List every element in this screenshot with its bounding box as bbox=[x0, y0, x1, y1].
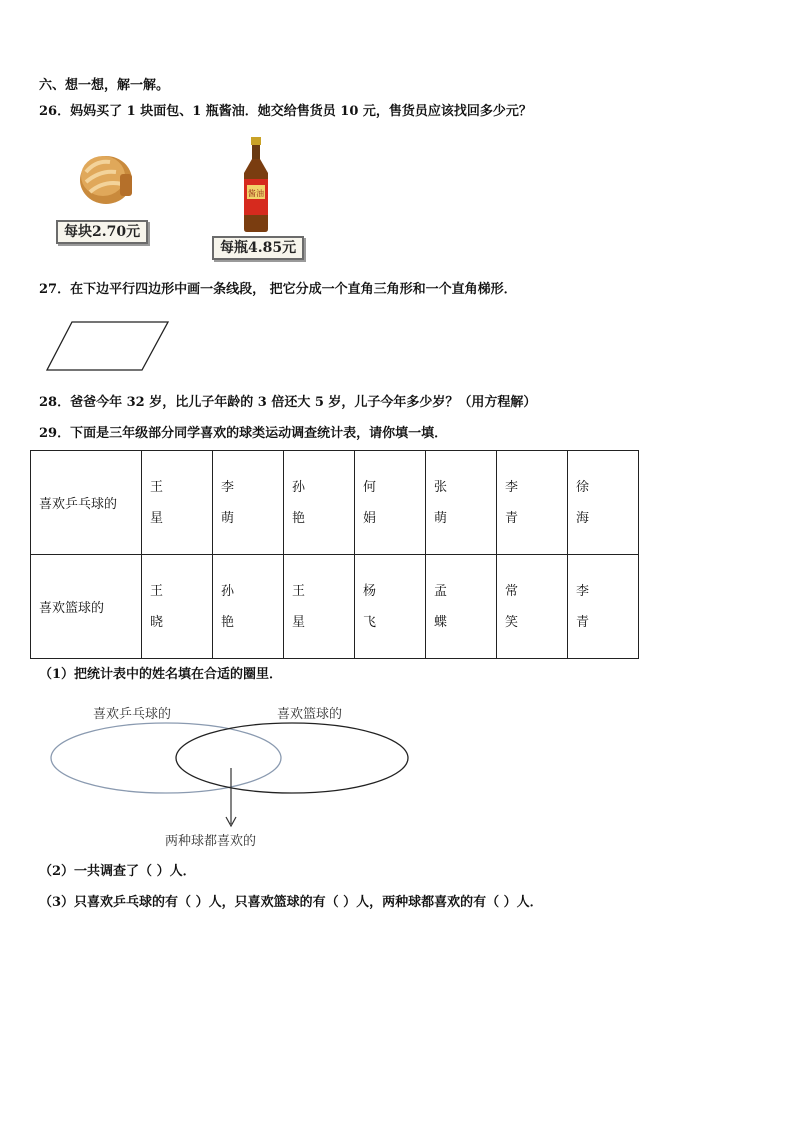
name-cell: 王 星 bbox=[142, 451, 213, 555]
name-cell: 孙 艳 bbox=[284, 451, 355, 555]
soy-bottle-label: 酱油 bbox=[248, 189, 264, 198]
name-cell: 杨 飞 bbox=[355, 555, 426, 659]
venn-bottom-label: 两种球都喜欢的 bbox=[165, 834, 257, 849]
name-cell: 孟 蝶 bbox=[426, 555, 497, 659]
venn-ping-pong-circle bbox=[51, 723, 281, 793]
section-title: 六、想一想，解一解。 bbox=[39, 78, 170, 93]
question-29-part-2: （2）一共调查了（ ）人． bbox=[39, 864, 196, 879]
question-29-text: 29．下面是三年级部分同学喜欢的球类运动调查统计表，请你填一填． bbox=[39, 426, 448, 441]
name-cell: 王 星 bbox=[284, 555, 355, 659]
name-cell: 何 娟 bbox=[355, 451, 426, 555]
venn-diagram bbox=[48, 720, 414, 832]
row-label-ping-pong: 喜欢乒乓球的 bbox=[31, 451, 142, 555]
question-28-text: 28．爸爸今年 32 岁，比儿子年龄的 3 倍还大 5 岁，儿子今年多少岁？（用方程解） bbox=[39, 395, 537, 410]
name-cell: 李 青 bbox=[568, 555, 639, 659]
survey-table bbox=[30, 450, 639, 659]
bread-image bbox=[76, 150, 136, 206]
name-cell: 徐 海 bbox=[568, 451, 639, 555]
venn-basketball-circle bbox=[176, 723, 408, 793]
venn-left-label: 喜欢乒乓球的 bbox=[93, 707, 172, 722]
row-label-basketball: 喜欢篮球的 bbox=[31, 555, 142, 659]
parallelogram-figure bbox=[44, 318, 174, 374]
soy-price-tag: 每瓶4.85元 bbox=[212, 236, 304, 260]
name-cell: 王 晓 bbox=[142, 555, 213, 659]
soy-sauce-bottle-image bbox=[236, 137, 276, 233]
question-26-text: 26．妈妈买了 1 块面包、1 瓶酱油．她交给售货员 10 元，售货员应该找回多少元？ bbox=[39, 104, 532, 119]
table-row-basketball bbox=[31, 555, 639, 659]
name-cell: 李 青 bbox=[497, 451, 568, 555]
bread-price-tag: 每块2.70元 bbox=[56, 220, 148, 244]
name-cell: 张 萌 bbox=[426, 451, 497, 555]
question-29-part-3: （3）只喜欢乒乓球的有（ ）人，只喜欢篮球的有（ ）人，两种球都喜欢的有（ ）人． bbox=[39, 895, 543, 910]
name-cell: 常 笑 bbox=[497, 555, 568, 659]
venn-right-label: 喜欢篮球的 bbox=[277, 707, 343, 722]
question-29-part-1: （1）把统计表中的姓名填在合适的圈里． bbox=[39, 667, 283, 682]
name-cell: 李 萌 bbox=[213, 451, 284, 555]
question-27-text: 27．在下边平行四边形中画一条线段， 把它分成一个直角三角形和一个直角梯形． bbox=[39, 282, 517, 297]
name-cell: 孙 艳 bbox=[213, 555, 284, 659]
table-row-ping-pong bbox=[31, 451, 639, 555]
